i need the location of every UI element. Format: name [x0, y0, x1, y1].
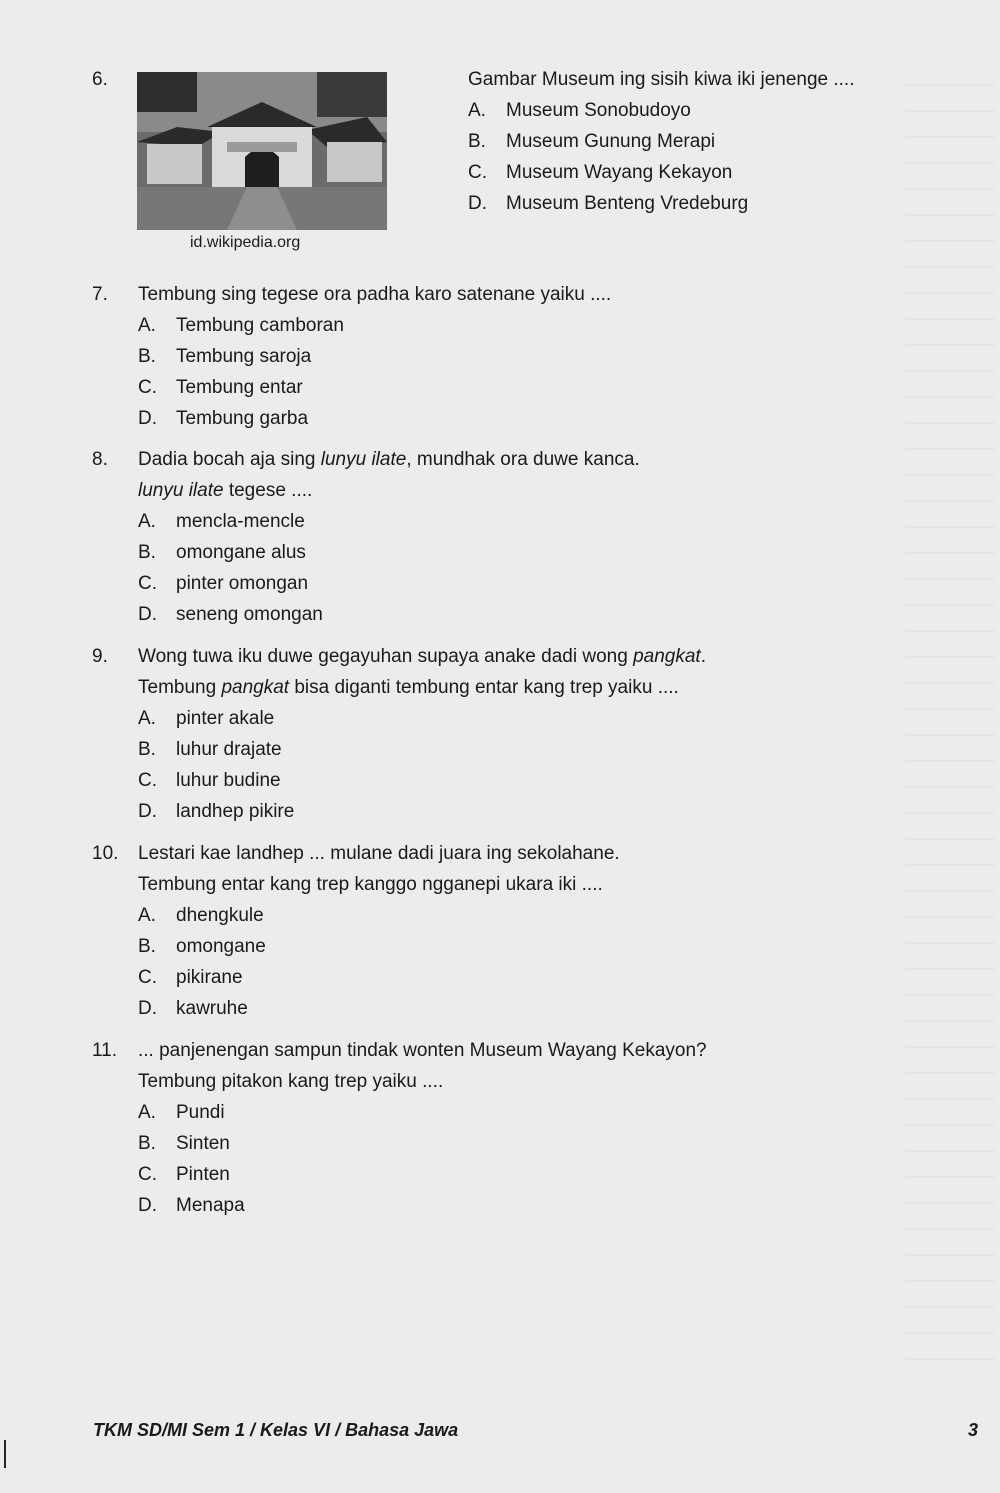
option-text: luhur drajate: [176, 739, 282, 760]
question-number: 6.: [92, 69, 108, 90]
option-text: seneng omongan: [176, 604, 323, 625]
option-letter: C.: [138, 967, 157, 988]
question-9: [92, 641, 902, 836]
option-letter: C.: [468, 162, 487, 183]
question-number: 9.: [92, 646, 108, 667]
question-11-prompt: Tembung pitakon kang trep yaiku ....: [138, 1071, 444, 1092]
option-text: Pundi: [176, 1102, 225, 1123]
option-letter: D.: [138, 1195, 157, 1216]
option-text: pikirane: [176, 967, 243, 988]
option-letter: A.: [138, 315, 156, 336]
option-text: luhur budine: [176, 770, 281, 791]
option-letter: D.: [468, 193, 487, 214]
option-text: Pinten: [176, 1164, 230, 1185]
option-d[interactable]: [138, 599, 898, 630]
option-letter: A.: [138, 511, 156, 532]
option-a[interactable]: [138, 310, 898, 341]
option-text: Museum Benteng Vredeburg: [506, 193, 749, 214]
option-a[interactable]: [138, 703, 898, 734]
option-letter: C.: [138, 377, 157, 398]
option-text: Museum Gunung Merapi: [506, 131, 716, 152]
option-c[interactable]: [138, 1159, 898, 1190]
question-6-stem: Gambar Museum ing sisih kiwa iki jenenge ....: [468, 69, 855, 90]
option-d[interactable]: [138, 403, 898, 434]
option-letter: B.: [138, 936, 156, 957]
option-letter: D.: [138, 408, 157, 429]
option-letter: C.: [138, 1164, 157, 1185]
option-letter: C.: [138, 770, 157, 791]
question-7: [92, 279, 902, 439]
option-a[interactable]: [138, 506, 898, 537]
option-letter: B.: [138, 542, 156, 563]
bleed-through-text: [905, 60, 995, 1360]
option-letter: B.: [138, 1133, 156, 1154]
question-8: [92, 444, 902, 639]
option-b[interactable]: [138, 341, 898, 372]
question-8-prompt: [138, 475, 898, 506]
option-text: Tembung entar: [176, 377, 303, 398]
question-9-stem: [138, 641, 898, 672]
option-text: omongane: [176, 936, 266, 957]
option-letter: A.: [468, 100, 486, 121]
option-letter: B.: [138, 346, 156, 367]
option-d[interactable]: [138, 993, 898, 1024]
option-text: pinter omongan: [176, 573, 309, 594]
option-text: pinter akale: [176, 708, 275, 729]
option-text: Museum Wayang Kekayon: [506, 162, 733, 183]
option-c[interactable]: [138, 962, 898, 993]
stem-text: Dadia bocah aja sing: [138, 449, 321, 470]
option-text: Tembung garba: [176, 408, 309, 429]
option-a[interactable]: [138, 1097, 898, 1128]
option-a[interactable]: [138, 900, 898, 931]
option-b[interactable]: [468, 126, 888, 157]
question-6-text: [468, 64, 888, 219]
stem-text: tegese ....: [223, 480, 313, 501]
option-text: Sinten: [176, 1133, 230, 1154]
option-letter: B.: [468, 131, 486, 152]
option-c[interactable]: [468, 157, 888, 188]
option-b[interactable]: [138, 734, 898, 765]
stem-text: , mundhak ora duwe kanca.: [406, 449, 640, 470]
stem-text: .: [700, 646, 706, 667]
option-letter: A.: [138, 905, 156, 926]
image-credit: id.wikipedia.org: [190, 234, 301, 251]
option-letter: A.: [138, 708, 156, 729]
stem-italic: pangkat: [633, 646, 701, 667]
question-11-stem: ... panjenengan sampun tindak wonten Museum Wayang Kekayon?: [138, 1040, 707, 1061]
option-text: Tembung saroja: [176, 346, 312, 367]
stem-italic: pangkat: [221, 677, 290, 698]
question-number: 8.: [92, 449, 108, 470]
question-number: 11.: [92, 1040, 118, 1061]
stem-text: Wong tuwa iku duwe gegayuhan supaya anake dadi wong: [138, 646, 634, 667]
stem-text: bisa diganti tembung entar kang trep yaiku ....: [289, 677, 679, 698]
option-b[interactable]: [138, 931, 898, 962]
option-b[interactable]: [138, 537, 898, 568]
museum-photo: [137, 72, 387, 230]
option-d[interactable]: [138, 1190, 898, 1221]
option-letter: D.: [138, 604, 157, 625]
option-text: omongane alus: [176, 542, 306, 563]
option-letter: A.: [138, 1102, 156, 1123]
question-number: 7.: [92, 284, 108, 305]
question-9-prompt: [138, 672, 898, 703]
page-number: 3: [968, 1420, 979, 1440]
footer-exam-info: TKM SD/MI Sem 1 / Kelas VI / Bahasa Jawa: [93, 1420, 459, 1440]
option-letter: C.: [138, 573, 157, 594]
option-d[interactable]: [468, 188, 888, 219]
scan-edge-mark: [4, 1440, 6, 1468]
stem-italic: lunyu ilate: [138, 480, 224, 501]
option-b[interactable]: [138, 1128, 898, 1159]
question-8-stem: [138, 444, 898, 475]
option-text: mencla-mencle: [176, 511, 305, 532]
question-11: [92, 1035, 902, 1230]
stem-text: Tembung: [138, 677, 222, 698]
option-text: kawruhe: [176, 998, 248, 1019]
question-10-prompt: Tembung entar kang trep kanggo ngganepi ukara iki ....: [138, 874, 603, 895]
question-10: [92, 838, 902, 1033]
stem-italic: lunyu ilate: [320, 449, 407, 470]
option-text: dhengkule: [176, 905, 264, 926]
option-d[interactable]: [138, 796, 898, 827]
option-letter: D.: [138, 998, 157, 1019]
option-c[interactable]: [138, 765, 898, 796]
question-10-stem: Lestari kae landhep ... mulane dadi juara ing sekolahane.: [138, 843, 620, 864]
question-number: 10.: [92, 843, 119, 864]
option-text: Menapa: [176, 1195, 245, 1216]
museum-building-icon: [137, 72, 387, 230]
question-7-stem: Tembung sing tegese ora padha karo satenane yaiku ....: [138, 284, 612, 305]
option-text: Tembung camboran: [176, 315, 344, 336]
option-c[interactable]: [138, 568, 898, 599]
option-text: landhep pikire: [176, 801, 295, 822]
option-c[interactable]: [138, 372, 898, 403]
option-a[interactable]: [468, 95, 888, 126]
option-letter: D.: [138, 801, 157, 822]
option-letter: B.: [138, 739, 156, 760]
option-text: Museum Sonobudoyo: [506, 100, 691, 121]
